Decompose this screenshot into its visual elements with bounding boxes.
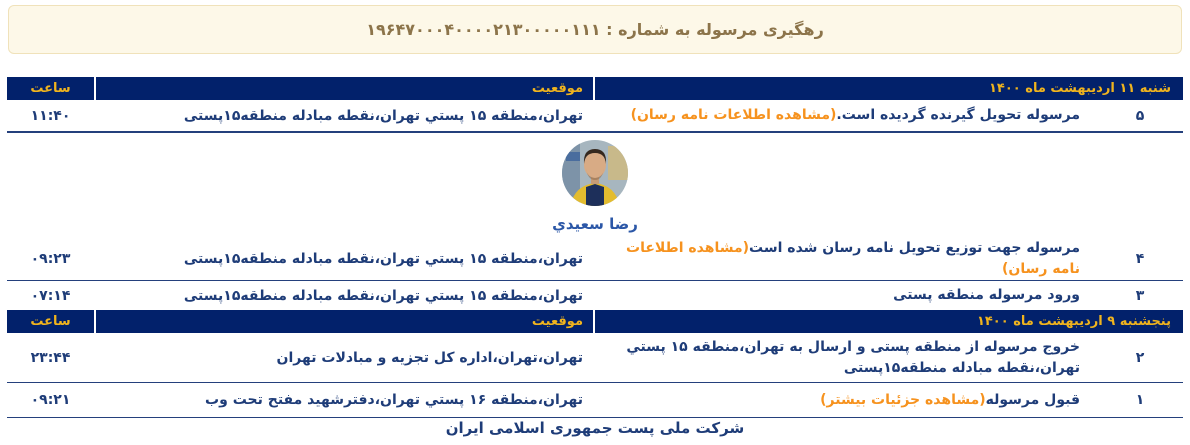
more-details-link[interactable]: (مشاهده جزئیات بیشتر) — [820, 391, 986, 408]
location-column-header: موقعیت — [96, 77, 593, 100]
footer-company-name: شرکت ملی پست جمهوری اسلامی ایران — [445, 419, 745, 437]
row-number: ۲ — [1135, 349, 1145, 366]
carrier-info-link[interactable]: (مشاهده اطلاعات نامه رسان) — [630, 107, 837, 123]
time-cell: ۰۹:۲۳ — [30, 251, 71, 267]
event-description: خروج مرسوله از منطقه پستی و ارسال به تهران،منطقه ۱۵ پستي تهران،نقطه مبادله منطقه۱۵پستی — [626, 338, 1080, 376]
event-description: مرسوله تحویل گیرنده گردیده است.(مشاهده اطلاعات نامه رسان) — [630, 107, 1080, 123]
table-row — [7, 383, 1183, 418]
tracking-table-day1 — [7, 77, 1183, 310]
date-header: شنبه ۱۱ اردیبهشت ماه ۱۴۰۰ — [595, 77, 1183, 100]
event-cell — [595, 285, 1183, 306]
location-cell: تهران،منطقه ۱۵ پستي تهران،نقطه مبادله منطقه۱۵پستی — [183, 107, 583, 124]
time-column-header: ساعت — [7, 310, 94, 333]
table-row — [7, 333, 1183, 383]
table-header-day2 — [7, 310, 1183, 333]
table-row — [7, 238, 1183, 281]
event-cell — [595, 337, 1183, 379]
tracking-banner — [8, 5, 1182, 54]
table-row — [7, 281, 1183, 310]
table-row — [7, 100, 1183, 133]
date-header: پنجشنبه ۹ اردیبهشت ماه ۱۴۰۰ — [595, 310, 1183, 333]
tracking-banner-text: رهگیری مرسوله به شماره : ۱۹۶۴۷۰۰۰۴۰۰۰۰۲۱۳۰۰۰۰۰۱۱۱ — [366, 20, 824, 39]
event-description: قبول مرسوله(مشاهده جزئیات بیشتر) — [820, 391, 1080, 408]
carrier-info-link[interactable]: (مشاهده اطلاعات نامه رسان) — [626, 240, 1080, 277]
time-cell: ۱۱:۴۰ — [30, 107, 71, 124]
time-cell: ۲۳:۴۴ — [30, 349, 71, 366]
carrier-photo-icon — [562, 140, 628, 206]
event-cell — [595, 238, 1183, 280]
row-number: ۳ — [1135, 287, 1145, 304]
event-cell — [595, 105, 1183, 126]
event-cell — [595, 390, 1183, 411]
location-cell: تهران،منطقه ۱۶ پستي تهران،دفترشهید مفتح تحت وب — [205, 392, 583, 408]
row-number: ۴ — [1135, 251, 1145, 267]
location-cell: تهران،تهران،اداره کل تجزیه و مبادلات تهران — [276, 349, 583, 366]
location-cell: تهران،منطقه ۱۵ پستي تهران،نقطه مبادله منطقه۱۵پستی — [183, 251, 583, 267]
tracking-table-day2 — [7, 310, 1183, 418]
row-number: ۱ — [1135, 392, 1145, 408]
carrier-name: رضا سعیدي — [552, 215, 638, 233]
time-cell: ۰۹:۲۱ — [30, 392, 71, 408]
row-number: ۵ — [1135, 107, 1145, 124]
tracking-results — [7, 77, 1183, 418]
carrier-info-block — [7, 133, 1183, 238]
location-cell: تهران،منطقه ۱۵ پستي تهران،نقطه مبادله منطقه۱۵پستی — [183, 287, 583, 304]
table-header-day1 — [7, 77, 1183, 100]
time-cell: ۰۷:۱۴ — [30, 287, 71, 304]
event-description: ورود مرسوله منطقه پستی — [893, 287, 1080, 303]
event-description: مرسوله جهت توزیع تحویل نامه رسان شده است(مشاهده اطلاعات نامه رسان) — [626, 240, 1080, 277]
time-column-header: ساعت — [7, 77, 94, 100]
location-column-header: موقعیت — [96, 310, 593, 333]
